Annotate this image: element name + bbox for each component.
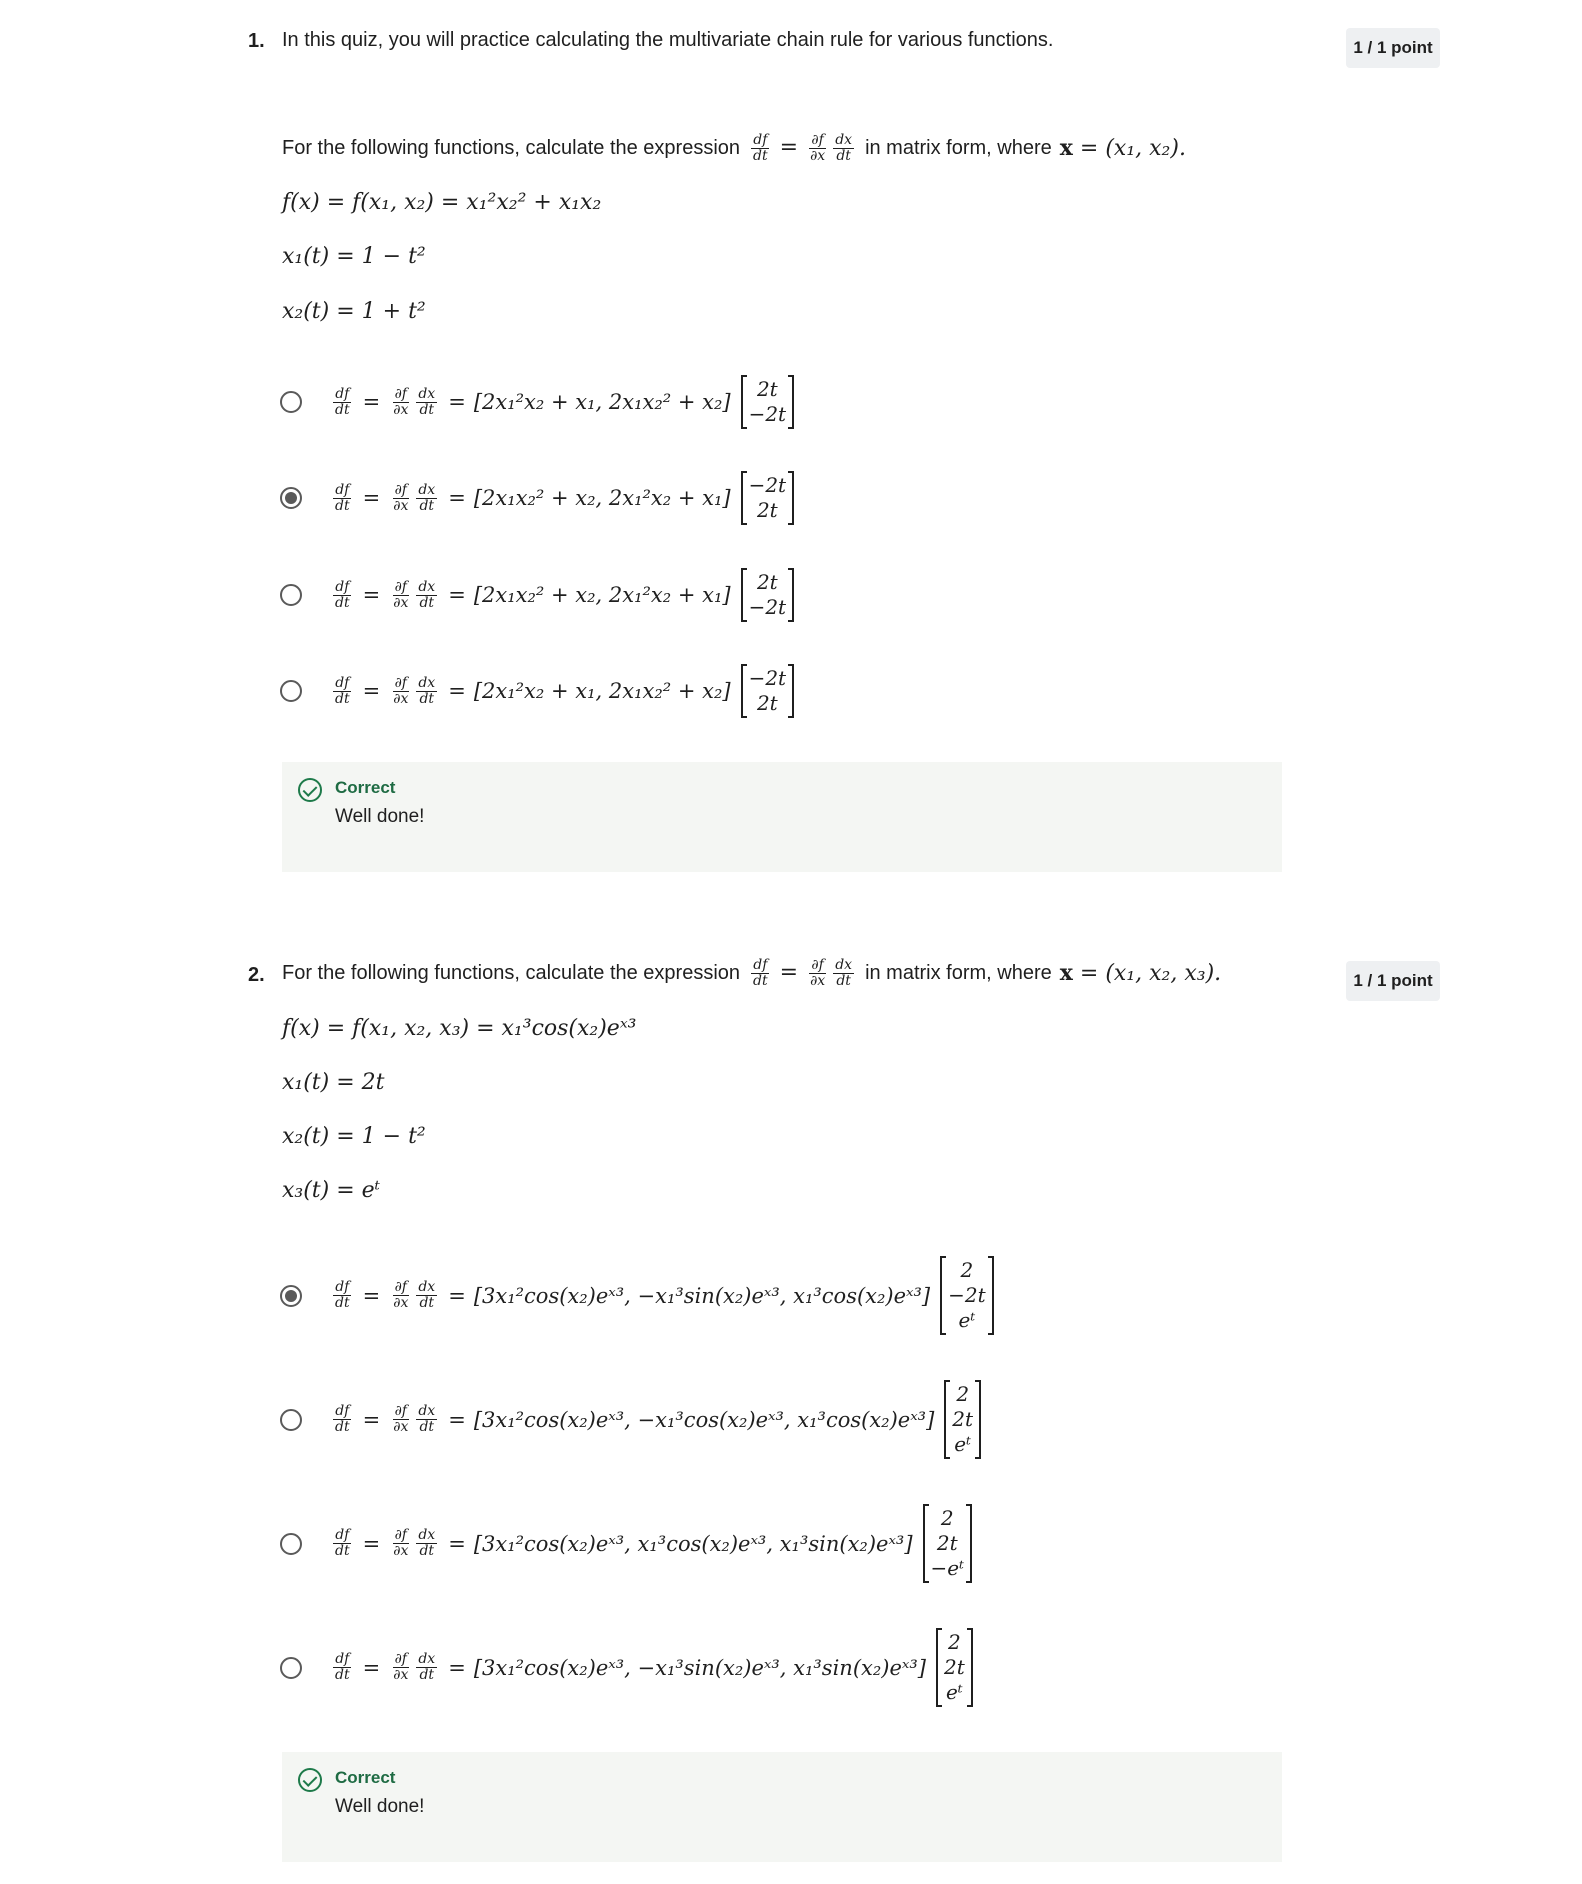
x-components: (x₁, x₂, x₃).: [1105, 961, 1222, 987]
equals-sign: =: [448, 390, 466, 414]
equals-sign: =: [362, 390, 381, 414]
feedback-message: Well done!: [335, 1796, 425, 1817]
fraction-denominator: dt: [419, 690, 435, 707]
equals-sign: =: [779, 960, 799, 986]
fraction-denominator: dt: [419, 401, 435, 418]
vector-entry: 2t: [943, 1655, 965, 1679]
fraction-numerator: ∂f: [394, 578, 407, 595]
fraction-numerator: dx: [835, 132, 853, 148]
equals-sign: =: [362, 679, 381, 703]
answer-option-3[interactable]: [280, 1504, 972, 1583]
x3-definition: x₃(t) = eᵗ: [282, 1178, 381, 1203]
x1-definition: x₁(t) = 2t: [282, 1070, 385, 1095]
fraction-denominator: ∂x: [393, 1667, 409, 1683]
fraction-denominator: dt: [419, 594, 435, 611]
fraction-denominator: ∂x: [393, 594, 409, 611]
fraction-numerator: df: [335, 1651, 350, 1668]
vector-entry: 2: [940, 1506, 954, 1530]
fraction-numerator: dx: [835, 957, 853, 973]
fraction-denominator: dt: [335, 690, 350, 707]
question-prompt: [282, 133, 1186, 163]
equals-sign: =: [1079, 136, 1099, 162]
radio-button[interactable]: [280, 584, 302, 606]
derivative-column-vector: [940, 1256, 994, 1335]
feedback-message: Well done!: [335, 806, 425, 827]
points-badge: 1 / 1 point: [1346, 28, 1440, 68]
equals-sign: =: [448, 1655, 466, 1680]
vector-entry: −eᵗ: [930, 1556, 965, 1580]
fraction-denominator: dt: [419, 1295, 435, 1311]
fraction-numerator: dx: [418, 385, 436, 402]
quiz-intro-text: In this quiz, you will practice calculating the multivariate chain rule for various functions.: [282, 29, 1054, 51]
fraction-denominator: ∂x: [393, 401, 409, 418]
fraction-denominator: ∂x: [810, 147, 826, 164]
gradient-row-vector: [2x₁x₂² + x₂, 2x₁²x₂ + x₁]: [473, 583, 731, 607]
x1-definition: x₁(t) = 1 − t²: [282, 244, 426, 269]
answer-option-1[interactable]: [280, 375, 794, 429]
fraction-denominator: ∂x: [810, 972, 826, 989]
bold-x: x: [1059, 135, 1073, 162]
equals-sign: =: [448, 1283, 466, 1308]
fraction-denominator: ∂x: [393, 690, 409, 707]
equals-sign: =: [362, 583, 381, 607]
option-expression: [330, 1256, 994, 1335]
equals-sign: =: [1079, 961, 1099, 987]
check-circle-icon: [298, 778, 322, 802]
fraction-denominator: dt: [419, 1419, 435, 1435]
answer-option-4[interactable]: [280, 1628, 973, 1707]
fraction-denominator: dt: [753, 147, 768, 164]
chain-rule-expression: [748, 133, 857, 163]
equals-sign: =: [362, 1531, 381, 1556]
fraction-numerator: dx: [418, 481, 436, 498]
fraction-numerator: dx: [418, 578, 436, 595]
answer-option-1[interactable]: [280, 1256, 994, 1335]
fraction-numerator: ∂f: [394, 1279, 407, 1296]
feedback-panel: [282, 762, 1282, 872]
answer-option-4[interactable]: [280, 664, 794, 718]
fraction-denominator: ∂x: [393, 1419, 409, 1435]
fraction-numerator: df: [335, 1527, 350, 1544]
fraction-denominator: dt: [335, 401, 350, 418]
fraction-numerator: ∂f: [394, 385, 407, 402]
fraction-numerator: dx: [418, 1527, 436, 1544]
vector-entry: −2t: [748, 402, 787, 426]
x2-definition: x₂(t) = 1 − t²: [282, 1124, 426, 1149]
x2-definition: x₂(t) = 1 + t²: [282, 299, 426, 324]
equals-sign: =: [448, 679, 466, 703]
prompt-text-after: in matrix form, where: [865, 961, 1052, 984]
derivative-column-vector: [741, 375, 795, 429]
fraction-denominator: dt: [836, 147, 851, 164]
radio-button[interactable]: [280, 1533, 302, 1555]
radio-button[interactable]: [280, 680, 302, 702]
equals-sign: =: [362, 486, 381, 510]
chain-rule-expression: [748, 958, 857, 988]
fraction-denominator: dt: [335, 1295, 350, 1311]
answer-option-2[interactable]: [280, 471, 794, 525]
option-expression: [330, 568, 794, 622]
question-prompt: [282, 958, 1221, 988]
derivative-column-vector: [944, 1380, 981, 1459]
derivative-column-vector: [923, 1504, 973, 1583]
gradient-row-vector: [3x₁²cos(x₂)eˣ³, −x₁³sin(x₂)eˣ³, x₁³cos(x₂)eˣ³]: [473, 1283, 931, 1308]
equals-sign: =: [448, 583, 466, 607]
fraction-denominator: dt: [419, 497, 435, 514]
gradient-row-vector: [2x₁²x₂ + x₁, 2x₁x₂² + x₂]: [473, 679, 731, 703]
gradient-row-vector: [3x₁²cos(x₂)eˣ³, x₁³cos(x₂)eˣ³, x₁³sin(x₂)eˣ³]: [473, 1531, 913, 1556]
equals-sign: =: [362, 1283, 381, 1308]
fraction-numerator: ∂f: [394, 1527, 407, 1544]
fraction-numerator: ∂f: [811, 957, 824, 973]
fraction-numerator: dx: [418, 674, 436, 691]
gradient-row-vector: [2x₁x₂² + x₂, 2x₁²x₂ + x₁]: [473, 486, 731, 510]
fraction-numerator: ∂f: [394, 674, 407, 691]
vector-entry: 2t: [936, 1531, 958, 1555]
derivative-column-vector: [936, 1628, 973, 1707]
fraction-denominator: ∂x: [393, 1295, 409, 1311]
x-components: (x₁, x₂).: [1105, 136, 1186, 162]
answer-option-2[interactable]: [280, 1380, 981, 1459]
radio-button-selected[interactable]: [280, 1285, 302, 1307]
fraction-numerator: df: [335, 1279, 350, 1296]
gradient-row-vector: [3x₁²cos(x₂)eˣ³, −x₁³sin(x₂)eˣ³, x₁³sin(x₂)eˣ³]: [473, 1655, 926, 1680]
question-number: 2.: [248, 964, 265, 986]
option-expression: [330, 664, 794, 718]
fraction-denominator: dt: [335, 1543, 350, 1559]
option-expression: [330, 1628, 973, 1707]
radio-button[interactable]: [280, 391, 302, 413]
vector-entry: 2t: [952, 1407, 974, 1431]
fraction-numerator: ∂f: [394, 1403, 407, 1420]
vector-entry: 2: [956, 1382, 970, 1406]
function-definition: f(x) = f(x₁, x₂, x₃) = x₁³cos(x₂)eˣ³: [282, 1016, 637, 1041]
option-expression: [330, 471, 794, 525]
fraction-numerator: df: [753, 957, 768, 973]
fraction-numerator: df: [335, 481, 350, 498]
prompt-text-before: For the following functions, calculate the expression: [282, 136, 741, 159]
fraction-denominator: ∂x: [393, 1543, 409, 1559]
fraction-numerator: df: [335, 385, 350, 402]
vector-entry: eᵗ: [945, 1680, 963, 1704]
vector-entry: eᵗ: [958, 1308, 976, 1332]
fraction-numerator: df: [753, 132, 768, 148]
radio-button[interactable]: [280, 1657, 302, 1679]
equals-sign: =: [448, 1407, 466, 1432]
equals-sign: =: [779, 135, 799, 161]
vector-entry: −2t: [748, 595, 787, 619]
question-number: 1.: [248, 30, 265, 52]
equals-sign: =: [448, 1531, 466, 1556]
answer-option-3[interactable]: [280, 568, 794, 622]
check-circle-icon: [298, 1768, 322, 1792]
prompt-text-after: in matrix form, where: [865, 136, 1052, 159]
x-vector-definition: [1060, 135, 1186, 161]
fraction-denominator: dt: [335, 497, 350, 514]
function-definition: f(x) = f(x₁, x₂) = x₁²x₂² + x₁x₂: [282, 190, 602, 215]
fraction-numerator: df: [335, 578, 350, 595]
fraction-denominator: dt: [335, 594, 350, 611]
vector-entry: 2: [947, 1630, 961, 1654]
derivative-column-vector: [741, 568, 795, 622]
vector-entry: 2t: [756, 377, 778, 401]
fraction-numerator: ∂f: [394, 481, 407, 498]
radio-button[interactable]: [280, 1409, 302, 1431]
equals-sign: =: [362, 1407, 381, 1432]
equals-sign: =: [448, 486, 466, 510]
vector-entry: 2: [960, 1258, 974, 1282]
fraction-numerator: ∂f: [811, 132, 824, 148]
prompt-text-before: For the following functions, calculate the expression: [282, 961, 741, 984]
vector-entry: −2t: [748, 473, 787, 497]
vector-entry: 2t: [756, 498, 778, 522]
vector-entry: 2t: [756, 570, 778, 594]
fraction-numerator: dx: [418, 1403, 436, 1420]
x-vector-definition: [1060, 960, 1221, 986]
fraction-denominator: dt: [419, 1667, 435, 1683]
derivative-column-vector: [741, 471, 795, 525]
fraction-numerator: dx: [418, 1279, 436, 1296]
fraction-denominator: dt: [335, 1419, 350, 1435]
fraction-denominator: dt: [419, 1543, 435, 1559]
vector-entry: −2t: [748, 666, 787, 690]
feedback-title: Correct: [335, 1768, 396, 1787]
bold-x: x: [1059, 960, 1073, 987]
fraction-denominator: dt: [753, 972, 768, 989]
fraction-denominator: ∂x: [393, 497, 409, 514]
fraction-numerator: df: [335, 1403, 350, 1420]
gradient-row-vector: [3x₁²cos(x₂)eˣ³, −x₁³cos(x₂)eˣ³, x₁³cos(x₂)eˣ³]: [473, 1407, 935, 1432]
vector-entry: −2t: [948, 1283, 986, 1307]
fraction-numerator: ∂f: [394, 1651, 407, 1668]
option-expression: [330, 375, 794, 429]
radio-button-selected[interactable]: [280, 487, 302, 509]
option-expression: [330, 1380, 981, 1459]
derivative-column-vector: [741, 664, 795, 718]
fraction-numerator: dx: [418, 1651, 436, 1668]
points-badge: 1 / 1 point: [1346, 961, 1440, 1001]
fraction-numerator: df: [335, 674, 350, 691]
vector-entry: 2t: [756, 691, 778, 715]
feedback-panel: [282, 1752, 1282, 1862]
fraction-denominator: dt: [836, 972, 851, 989]
equals-sign: =: [362, 1655, 381, 1680]
fraction-denominator: dt: [335, 1667, 350, 1683]
feedback-title: Correct: [335, 778, 396, 797]
gradient-row-vector: [2x₁²x₂ + x₁, 2x₁x₂² + x₂]: [473, 390, 731, 414]
option-expression: [330, 1504, 972, 1583]
vector-entry: eᵗ: [954, 1432, 972, 1456]
